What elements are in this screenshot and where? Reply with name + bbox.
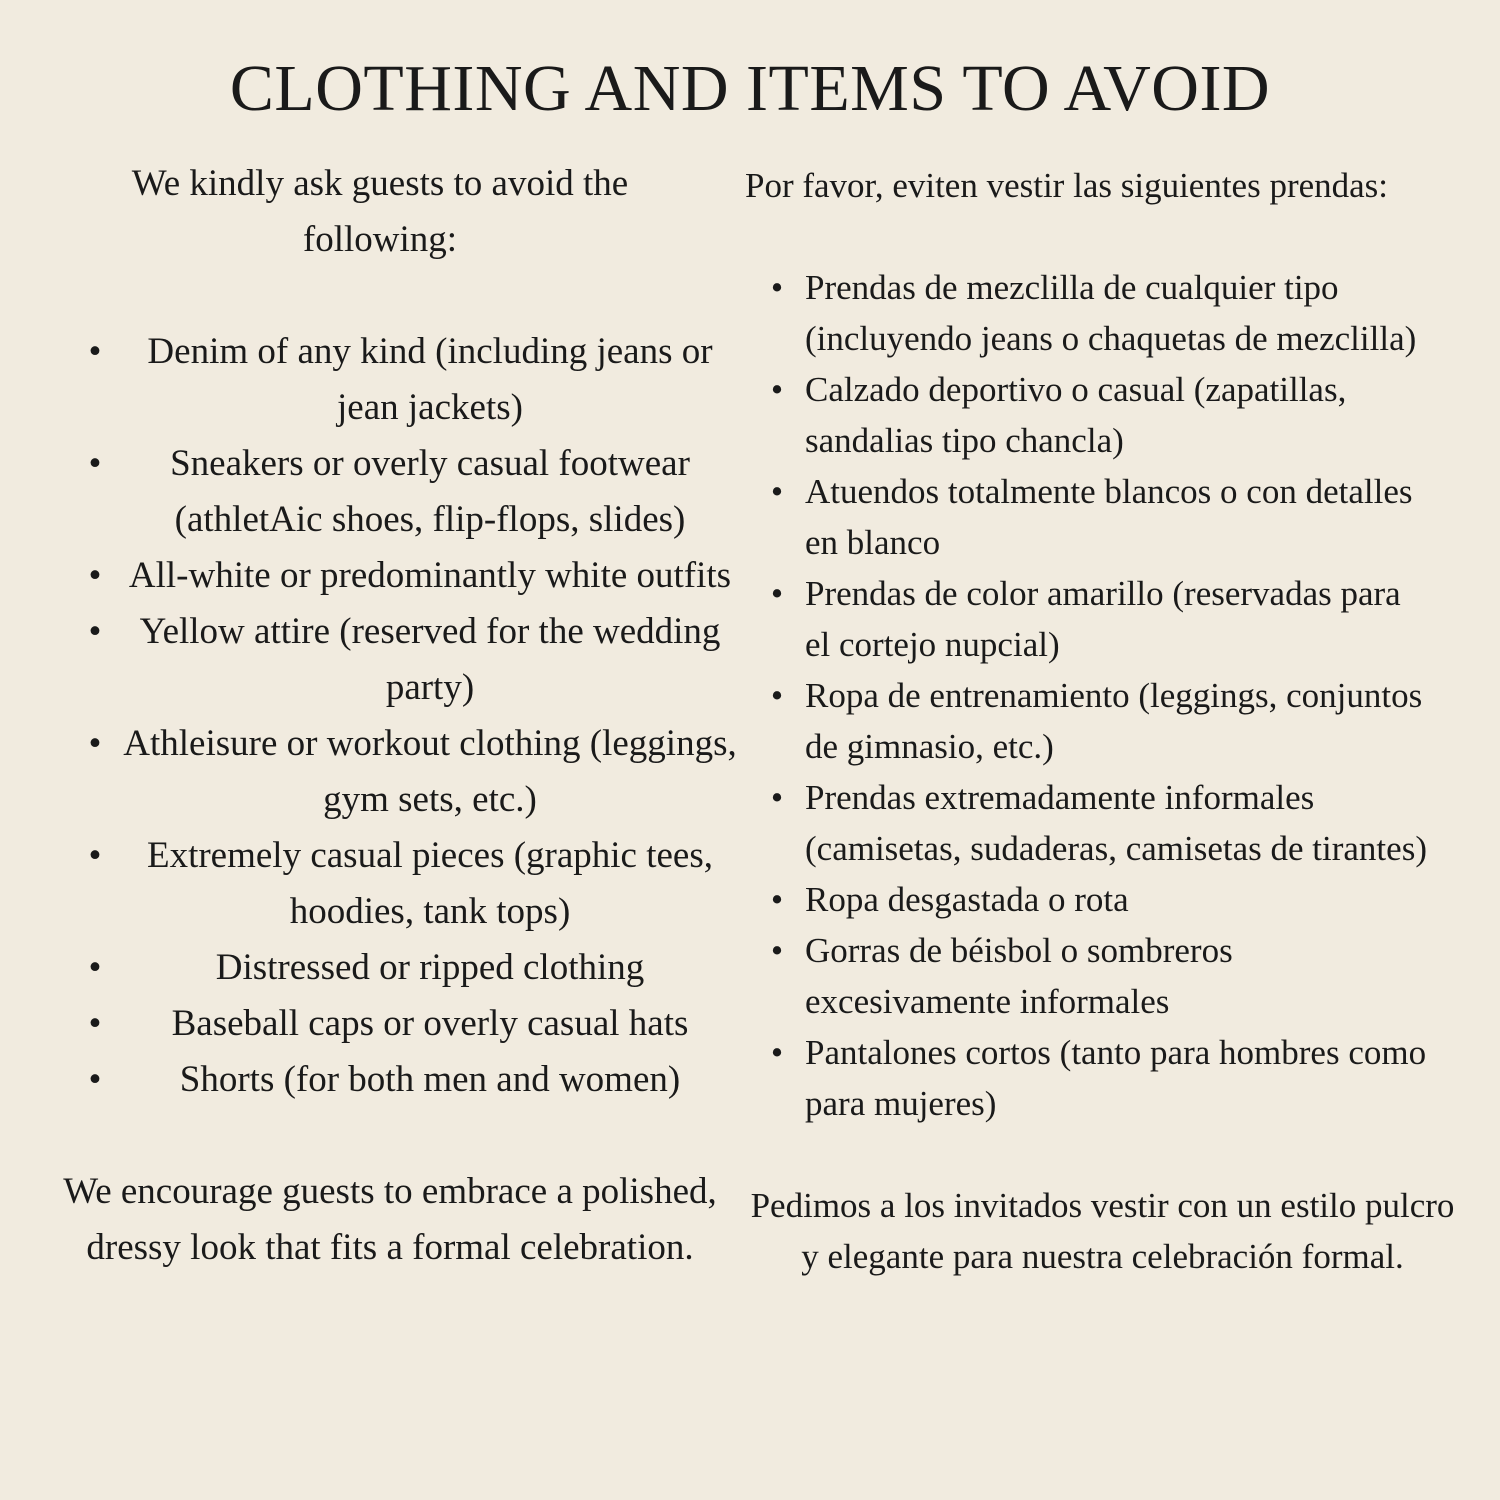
bullet-icon: • xyxy=(770,1033,784,1072)
bullet-icon: • xyxy=(770,574,784,613)
list-item xyxy=(55,604,745,716)
list-item xyxy=(745,772,1475,874)
list-item xyxy=(55,324,745,436)
list-item xyxy=(745,568,1475,670)
bullet-icon: • xyxy=(770,676,784,715)
bullet-icon: • xyxy=(770,472,784,511)
list-item-text: Denim of any kind (including jeans or jean jackets) xyxy=(147,331,713,428)
list-item xyxy=(745,262,1475,364)
list-item xyxy=(55,1052,745,1108)
bullet-icon: • xyxy=(88,555,102,596)
spanish-avoid-list xyxy=(745,262,1475,1129)
spanish-intro: Por favor, eviten vestir las siguientes prendas: xyxy=(745,166,1389,205)
bullet-icon: • xyxy=(770,931,784,970)
list-item-text: Pantalones cortos (tanto para hombres como para mujeres) xyxy=(805,1033,1427,1123)
list-item-text: Extremely casual pieces (graphic tees, hoodies, tank tops) xyxy=(146,835,714,932)
english-outro: We encourage guests to embrace a polished, dressy look that fits a formal celebration. xyxy=(63,1171,717,1268)
list-item-text: Baseball caps or overly casual hats xyxy=(171,1003,689,1044)
english-column xyxy=(55,156,745,1276)
list-item xyxy=(55,436,745,548)
spanish-outro: Pedimos a los invitados vestir con un estilo pulcro y elegante para nuestra celebración formal. xyxy=(750,1186,1455,1276)
bullet-icon: • xyxy=(770,778,784,817)
bullet-icon: • xyxy=(88,947,102,988)
list-item xyxy=(55,996,745,1052)
bullet-icon: • xyxy=(88,331,102,372)
bullet-icon: • xyxy=(88,1059,102,1100)
list-item xyxy=(55,716,745,828)
page-title: CLOTHING AND ITEMS TO AVOID xyxy=(229,52,1271,125)
english-intro: We kindly ask guests to avoid the following: xyxy=(131,163,629,260)
list-item xyxy=(745,925,1475,1027)
list-item xyxy=(745,874,1475,925)
list-item-text: Yellow attire (reserved for the wedding party) xyxy=(139,611,721,708)
list-item-text: Shorts (for both men and women) xyxy=(179,1059,681,1100)
bullet-icon: • xyxy=(770,370,784,409)
bullet-icon: • xyxy=(88,723,102,764)
list-item xyxy=(745,466,1475,568)
list-item xyxy=(55,548,745,604)
list-item-text: Ropa desgastada o rota xyxy=(805,880,1129,919)
bullet-icon: • xyxy=(770,268,784,307)
list-item-text: Prendas de color amarillo (reservadas para el cortejo nupcial) xyxy=(805,574,1401,664)
list-item xyxy=(745,670,1475,772)
list-item-text: All-white or predominantly white outfits xyxy=(128,555,732,596)
list-item-text: Sneakers or overly casual footwear (athletAic shoes, flip-flops, slides) xyxy=(170,443,690,540)
list-item-text: Gorras de béisbol o sombreros excesivamente informales xyxy=(805,931,1233,1021)
list-item-text: Prendas de mezclilla de cualquier tipo (incluyendo jeans o chaquetas de mezclilla) xyxy=(805,268,1417,358)
list-item xyxy=(745,1027,1475,1129)
list-item xyxy=(55,940,745,996)
bullet-icon: • xyxy=(88,443,102,484)
english-avoid-list xyxy=(55,324,745,1108)
bullet-icon: • xyxy=(770,880,784,919)
list-item-text: Ropa de entrenamiento (leggings, conjuntos de gimnasio, etc.) xyxy=(805,676,1423,766)
list-item-text: Atuendos totalmente blancos o con detalles en blanco xyxy=(805,472,1413,562)
spanish-column xyxy=(745,160,1475,1282)
list-item-text: Distressed or ripped clothing xyxy=(215,947,645,988)
list-item xyxy=(745,364,1475,466)
list-item xyxy=(55,828,745,940)
list-item-text: Prendas extremadamente informales (camisetas, sudaderas, camisetas de tirantes) xyxy=(805,778,1427,868)
bullet-icon: • xyxy=(88,1003,102,1044)
list-item-text: Calzado deportivo o casual (zapatillas, sandalias tipo chancla) xyxy=(805,370,1347,460)
bullet-icon: • xyxy=(88,611,102,652)
list-item-text: Athleisure or workout clothing (leggings, gym sets, etc.) xyxy=(123,723,737,820)
bullet-icon: • xyxy=(88,835,102,876)
